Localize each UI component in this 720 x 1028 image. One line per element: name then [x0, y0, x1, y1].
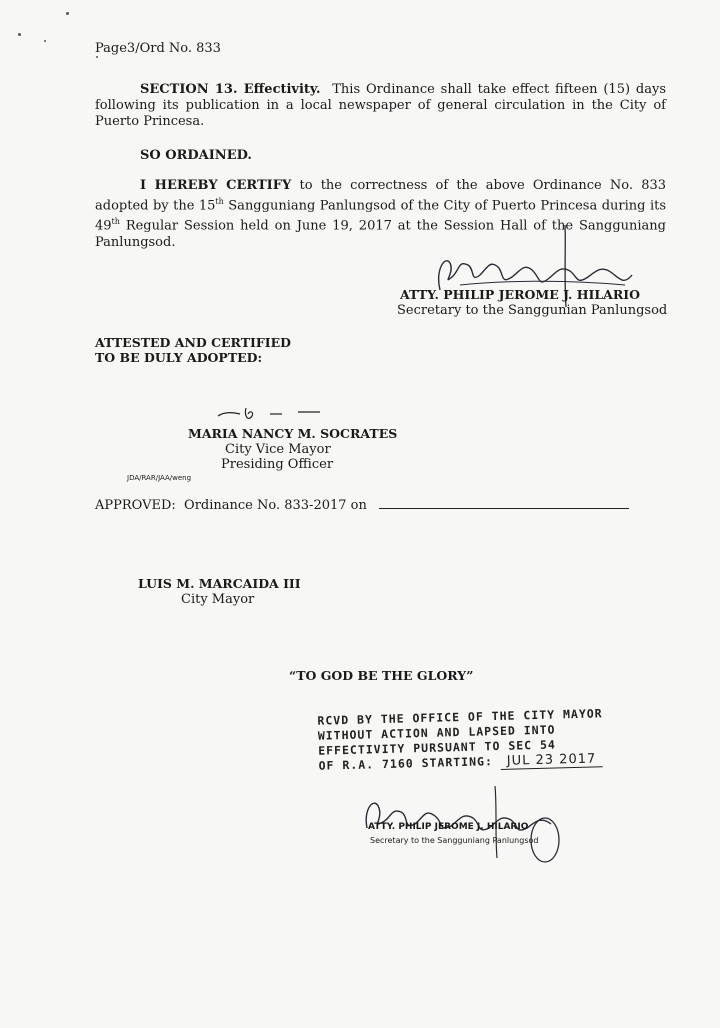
- approval-date-blank: [379, 508, 629, 509]
- stamp-line-2: WITHOUT ACTION AND LAPSED INTO: [317, 722, 556, 743]
- stamp-line-1: RCVD BY THE OFFICE OF THE CITY MAYOR: [317, 706, 603, 728]
- certify-lead: I HEREBY CERTIFY: [140, 178, 292, 193]
- section-13-paragraph: [95, 82, 666, 130]
- attested-line-1: ATTESTED AND CERTIFIED: [95, 335, 291, 350]
- motto: “TO GOD BE THE GLORY”: [289, 668, 474, 683]
- scan-speck: [96, 56, 98, 58]
- approved-text: Ordinance No. 833-2017 on: [184, 498, 367, 513]
- vice-mayor-title: City Vice Mayor: [225, 442, 331, 457]
- lapse-stamp: [317, 706, 604, 773]
- section-13-text: This Ordinance shall take effect fifteen (15) days following its publication in a local newspaper of general circulation in the City of Puerto Princesa.: [95, 82, 666, 129]
- stamp-starting-label: OF R.A. 7160 STARTING:: [318, 754, 494, 773]
- stamp-date: JUL 23 2017: [501, 751, 603, 770]
- certify-sup-2: th: [111, 217, 120, 227]
- typist-initials: JDA/RAR/JAA/weng: [127, 474, 192, 482]
- secretary-title: Secretary to the Sanggunian Panlungsod: [397, 303, 668, 318]
- attested-line-2: TO BE DULY ADOPTED:: [95, 350, 263, 365]
- section-13-heading: SECTION 13. Effectivity.: [140, 82, 321, 97]
- scan-speck: [18, 33, 21, 36]
- vice-mayor-name: MARIA NANCY M. SOCRATES: [188, 426, 398, 441]
- mayor-title: City Mayor: [181, 592, 255, 607]
- scan-speck: [66, 12, 69, 15]
- scan-speck: [44, 40, 46, 42]
- approved-line: [95, 498, 629, 513]
- secretary-name: ATTY. PHILIP JEROME J. HILARIO: [400, 287, 640, 302]
- stamp-sign-name: ATTY. PHILIP JEROME J. HILARIO: [368, 822, 529, 832]
- certify-text-2: Sangguniang Panlungsod of the City of Puerto Princesa during its 49: [95, 198, 667, 234]
- so-ordained: SO ORDAINED.: [140, 148, 252, 163]
- approved-label: APPROVED:: [95, 498, 176, 513]
- page-reference: Page3/Ord No. 833: [95, 41, 221, 56]
- certify-text-3: Regular Session held on June 19, 2017 at the Session Hall of the Sangguniang Panlungsod.: [95, 218, 666, 250]
- mayor-name: LUIS M. MARCAIDA III: [138, 576, 301, 591]
- certify-text-1: to the correctness of the above Ordinance No. 833 adopted by the 15: [95, 178, 667, 214]
- stamp-sign-title: Secretary to the Sangguniang Panlungsod: [370, 836, 539, 845]
- vice-mayor-role: Presiding Officer: [221, 457, 334, 472]
- stamp-line-3: EFFECTIVITY PURSUANT TO SEC 54: [318, 737, 557, 758]
- certify-sup-1: th: [215, 197, 224, 206]
- vice-mayor-signature: [210, 402, 330, 426]
